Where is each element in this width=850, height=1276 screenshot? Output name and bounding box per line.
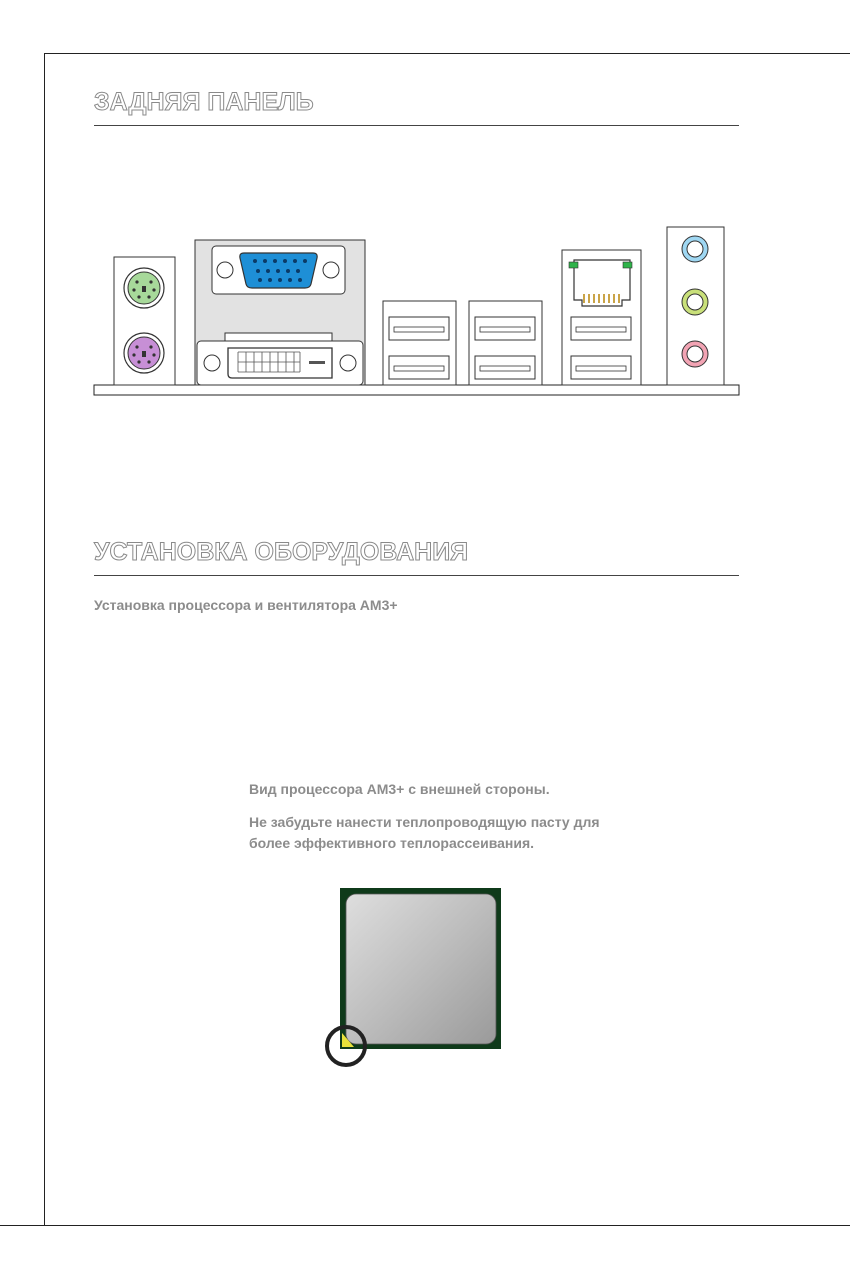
cpu-am3-illustration xyxy=(327,888,501,1065)
thermal-paste-note: Не забудьте нанести теплопроводящую пасту для более эффективного теплорассеивания. xyxy=(249,814,600,851)
cpu-install-subtitle: Установка процессора и вентилятора AM3+ xyxy=(94,597,398,613)
ps2-keyboard-port xyxy=(124,333,164,373)
usb-port xyxy=(475,356,535,379)
rear-io-panel-illustration xyxy=(94,227,739,395)
audio-jacks-block xyxy=(667,227,724,385)
hardware-setup-title: УСТАНОВКА ОБОРУДОВАНИЯ xyxy=(94,538,469,566)
lan-led-left xyxy=(569,262,578,268)
usb-port xyxy=(389,356,449,379)
panel-baseplate xyxy=(94,385,739,395)
cpu-heat-spreader xyxy=(346,894,496,1044)
usb-ports-block-2 xyxy=(469,301,542,385)
audio-line-out-jack xyxy=(682,289,708,315)
dvi-port xyxy=(197,333,363,385)
usb-port xyxy=(475,317,535,340)
vga-port xyxy=(212,246,345,294)
lan-usb-ports-block xyxy=(562,250,641,385)
usb-port xyxy=(571,317,631,340)
lan-led-right xyxy=(623,262,632,268)
usb-ports-block-1 xyxy=(383,301,456,385)
audio-line-in-jack xyxy=(682,236,708,262)
audio-mic-jack xyxy=(682,341,708,367)
ps2-ports-block xyxy=(114,257,175,385)
usb-port xyxy=(571,356,631,379)
rear-panel-title: ЗАДНЯЯ ПАНЕЛЬ xyxy=(94,88,314,116)
cpu-view-note: Вид процессора AM3+ с внешней стороны. xyxy=(249,781,550,797)
lan-port xyxy=(569,260,632,306)
usb-port xyxy=(389,317,449,340)
video-ports-block xyxy=(195,240,365,385)
ps2-mouse-port xyxy=(124,268,164,308)
